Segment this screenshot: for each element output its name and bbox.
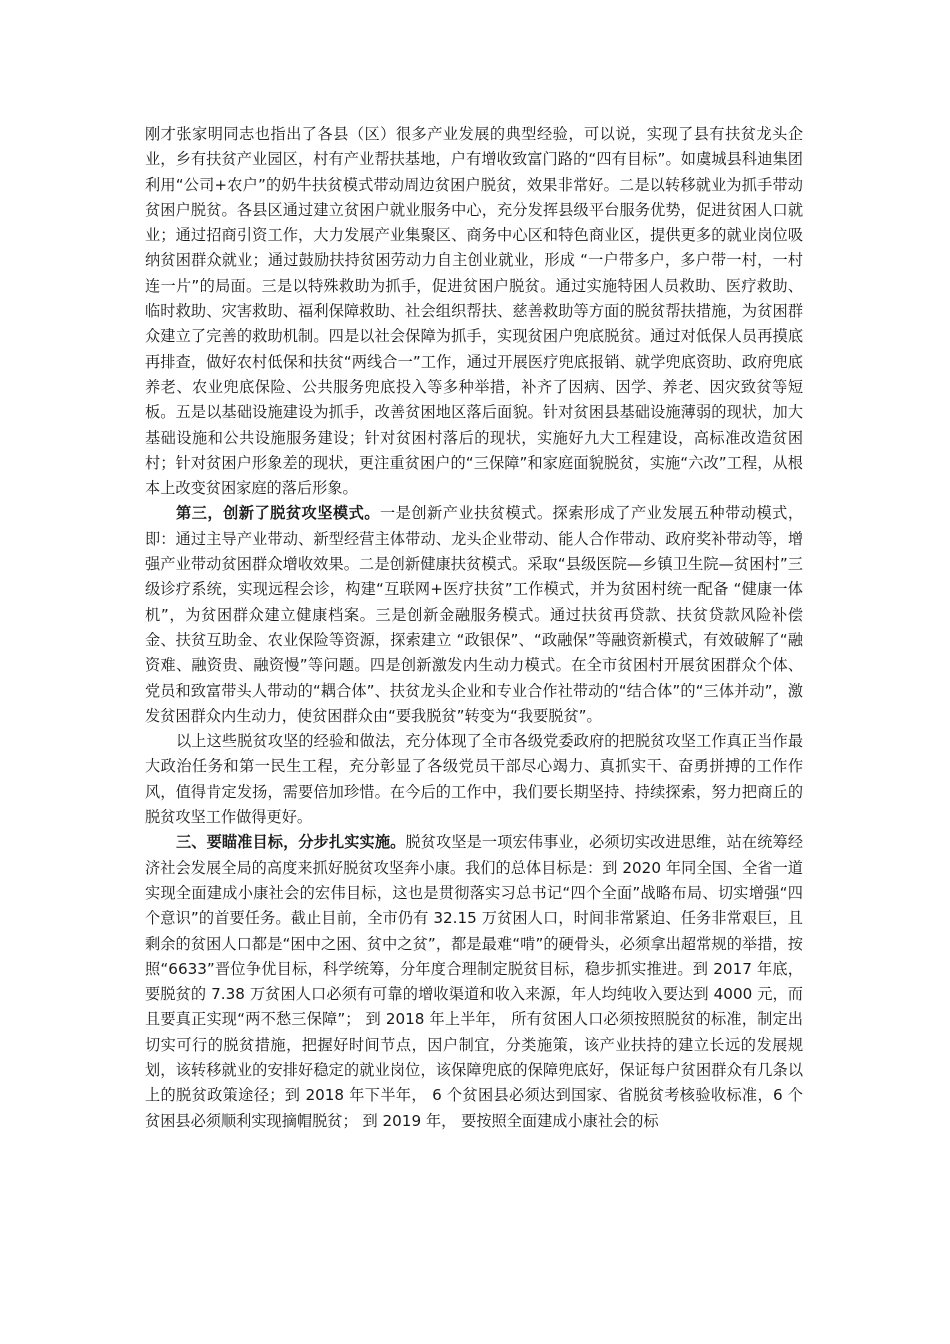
paragraph-industry-employment-aid: [145, 122, 803, 501]
paragraph-section-three: [145, 830, 803, 1134]
document-body: [145, 122, 803, 1134]
paragraph-text: 脱贫攻坚是一项宏伟事业，必须切实改进思维，站在统筹经济社会发展全局的高度来抓好脱贫攻坚奔小康。我们的总体目标是：到 2020 年同全国、全省一道实现全面建成小康社会的宏伟目标，这也是贯彻落实习总书记“四个全面”战略布局、切实增强“四个意识”的首要任务。截止目前，全市仍有 32.15 万贫困人口，时间非常紧迫、任务非常艰巨，且剩余的贫困人口都是“困中之困、贫中之贫”，都是最难“啃”的硬骨头，必须拿出超常规的举措，按照“6633”晋位争优目标，科学统筹，分年度合理制定脱贫目标，稳步抓实推进。到 2017 年底， 要脱贫的 7.38 万贫困人口必须有可靠的增收渠道和收入来源，年人均纯收入要达到 4000 元，而且要真正实现“两不愁三保障”； 到 2018 年上半年， 所有贫困人口必须按照脱贫的标准，制定出切实可行的脱贫措施，把握好时间节点，因户制宜，分类施策，该产业扶持的建立长远的发展规划，该转移就业的安排好稳定的就业岗位，该保障兜底的保障兜底好，保证每户贫困群众有几条以上的脱贫政策途径；到 2018 年下半年， 6 个贫困县必须达到国家、省脱贫考核验收标准，6 个贫困县必须顺利实现摘帽脱贫； 到 2019 年， 要按照全面建成小康社会的标: [145, 833, 804, 1130]
paragraph-text: 以上这些脱贫攻坚的经验和做法，充分体现了全市各级党委政府的把脱贫攻坚工作真正当作最大政治任务和第一民生工程，充分彰显了各级党员干部尽心竭力、真抓实干、奋勇拼搏的工作作风，值得肯定发扬，需要倍加珍惜。在今后的工作中，我们要长期坚持、持续探索，努力把商丘的脱贫攻坚工作做得更好。: [145, 732, 803, 827]
paragraph-third-innovation: [145, 501, 803, 729]
paragraph-lead: 第三，创新了脱贫攻坚模式。: [176, 504, 380, 523]
paragraph-text: 刚才张家明同志也指出了各县（区）很多产业发展的典型经验，可以说，实现了县有扶贫龙头企业，乡有扶贫产业园区，村有产业帮扶基地，户有增收致富门路的“四有目标”。如虞城县科迪集团利用“公司+农户”的奶牛扶贫模式带动周边贫困户脱贫，效果非常好。二是以转移就业为抓手带动贫困户脱贫。各县区通过建立贫困户就业服务中心，充分发挥县级平台服务优势，促进贫困人口就业；通过招商引资工作，大力发展产业集聚区、商务中心区和特色商业区，提供更多的就业岗位吸纳贫困群众就业；通过鼓励扶持贫困劳动力自主创业就业，形成 “一户带多户，多户带一村，一村连一片”的局面。三是以特殊救助为抓手，促进贫困户脱贫。通过实施特困人员救助、医疗救助、临时救助、灾害救助、福利保障救助、社会组织帮扶、慈善救助等方面的脱贫帮扶措施，为贫困群众建立了完善的救助机制。四是以社会保障为抓手，实现贫困户兜底脱贫。通过对低保人员再摸底再排查，做好农村低保和扶贫“两线合一”工作，通过开展医疗兜底报销、就学兜底资助、政府兜底养老、农业兜底保险、公共服务兜底投入等多种举措，补齐了因病、因学、养老、因灾致贫等短板。五是以基础设施建设为抓手，改善贫困地区落后面貌。针对贫困县基础设施薄弱的现状，加大基础设施和公共设施服务建设；针对贫困村落后的现状，实施好九大工程建设，高标准改造贫困村；针对贫困户形象差的现状，更注重贫困户的“三保障”和家庭面貌脱贫，实施“六改”工程，从根本上改变贫困家庭的落后形象。: [145, 125, 803, 498]
section-heading: 三、要瞄准目标，分步扎实实施。: [176, 833, 406, 852]
paragraph-text: 一是创新产业扶贫模式。探索形成了产业发展五种带动模式，即：通过主导产业带动、新型经营主体带动、龙头企业带动、能人合作带动、政府奖补带动等，增强产业带动贫困群众增收效果。二是创新健康扶贫模式。采取“县级医院—乡镇卫生院—贫困村”三级诊疗系统，实现远程会诊，构建“互联网+医疗扶贫”工作模式，并为贫困村统一配备 “健康一体机”，为贫困群众建立健康档案。三是创新金融服务模式。通过扶贫再贷款、扶贫贷款风险补偿金、扶贫互助金、农业保险等资源，探索建立 “政银保”、“政融保”等融资新模式，有效破解了“融资难、融资贵、融资慢”等问题。四是创新激发内生动力模式。在全市贫困村开展贫困群众个体、党员和致富带头人带动的“耦合体”、扶贫龙头企业和专业合作社带动的“结合体”的“三体并动”，激发贫困群众内生动力，使贫困群众由“要我脱贫”转变为“我要脱贫”。: [145, 504, 803, 725]
paragraph-summary: [145, 729, 803, 830]
